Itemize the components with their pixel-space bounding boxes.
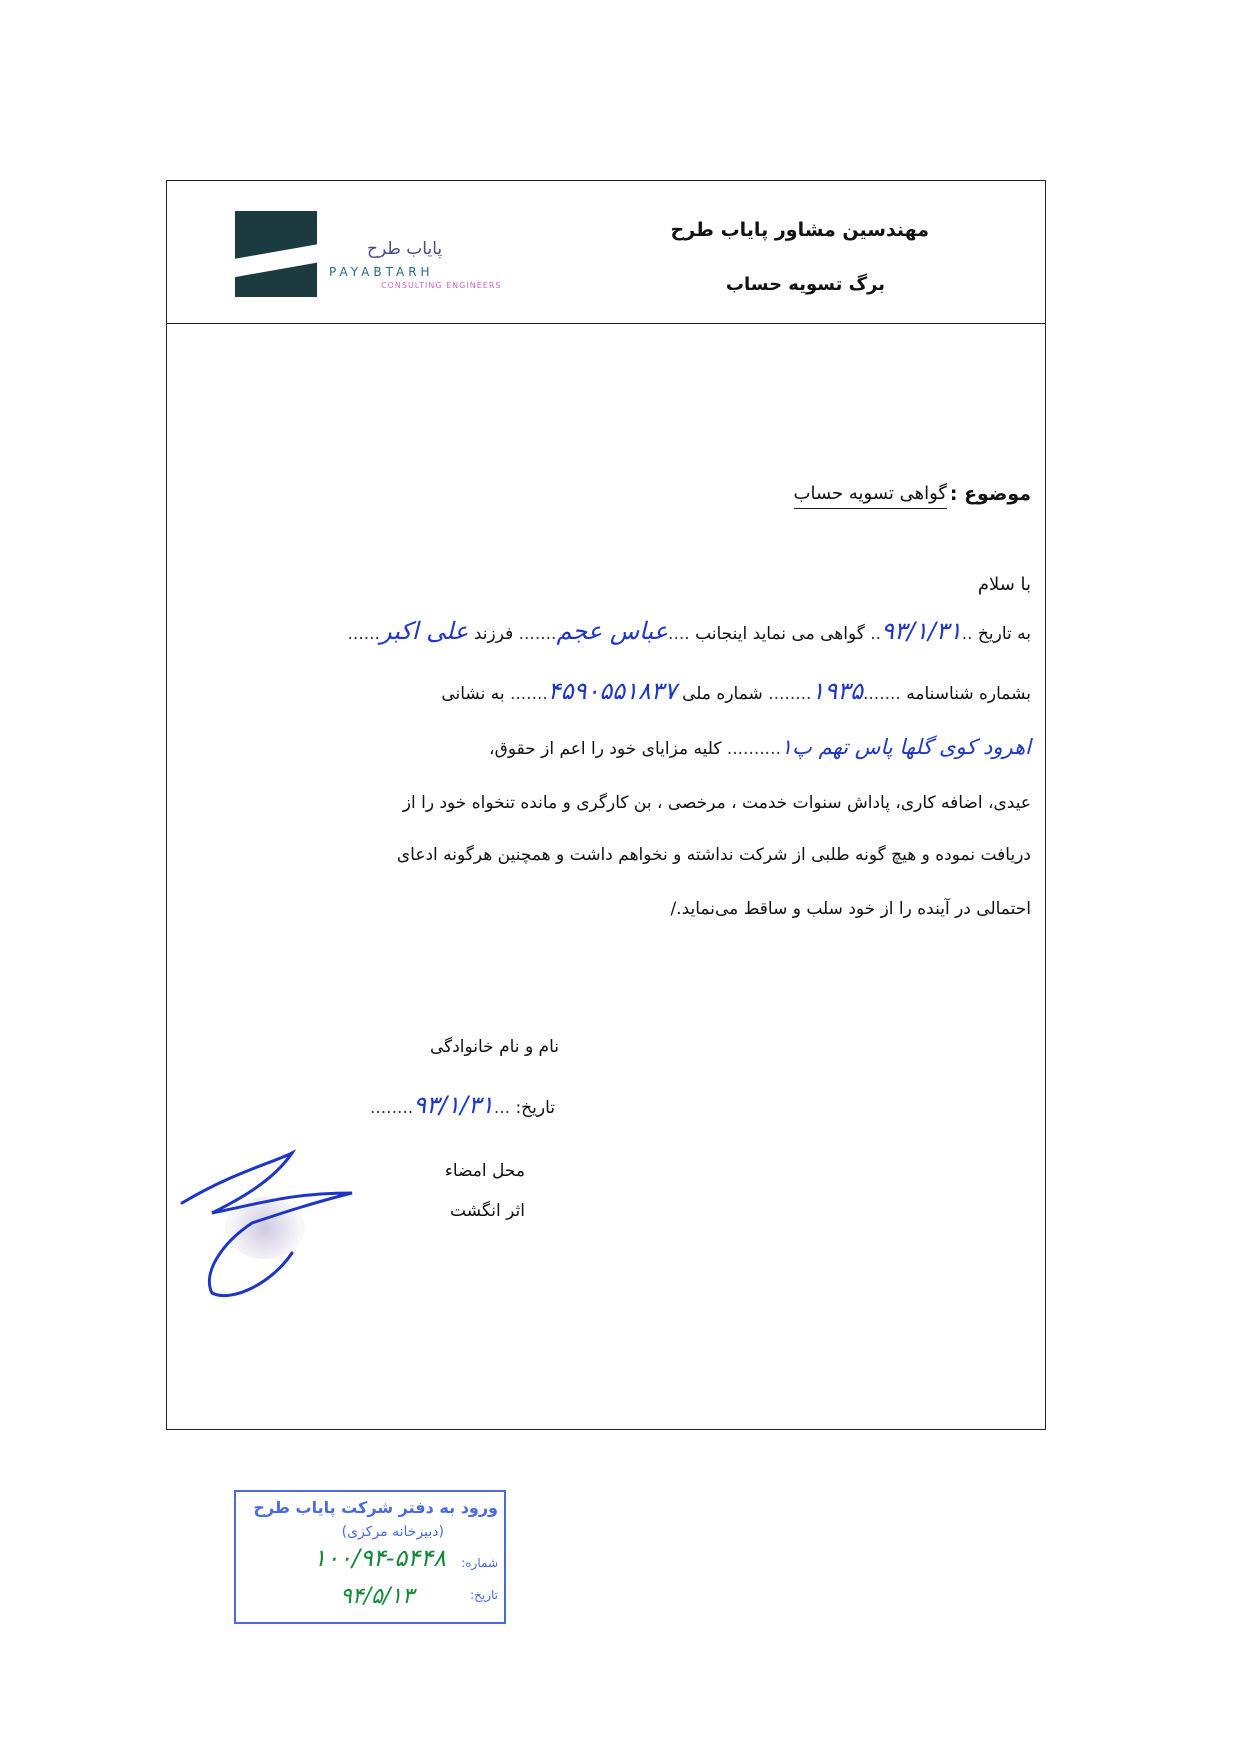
handwritten-id-number: ۱۹۳۵: [811, 677, 863, 705]
stamp-date-label: تاریخ:: [470, 1588, 498, 1602]
registration-stamp: [234, 1490, 506, 1624]
stamp-title: ورود به دفتر شرکت پایاب طرح: [253, 1498, 498, 1517]
signature-scribble-icon: [172, 1133, 412, 1313]
body-line-3: اهرود کوی گلها پاس تهم پ۱.......... کلیه مزایای خود را اعم از حقوق،: [489, 735, 1031, 759]
stamp-number-value: ۱۰۰/۹۴-۵۴۴۸: [313, 1544, 446, 1572]
fingerprint-label: اثر انگشت: [450, 1201, 525, 1221]
body-line-2: بشماره شناسنامه .......۱۹۳۵........ شماره ملی ۴۵۹۰۵۵۱۸۳۷....... به نشانی: [441, 677, 1031, 705]
text-segment: شماره ملی: [682, 684, 763, 704]
handwritten-father-name: علی اکبر: [379, 617, 469, 645]
salutation: با سلام: [977, 574, 1031, 595]
stamp-number-label: شماره:: [461, 1556, 498, 1570]
form-title: برگ تسویه حساب: [725, 274, 885, 295]
body-line-5: دریافت نموده و هیچ گونه طلبی از شرکت نداشته و نخواهم داشت و همچنین هرگونه ادعای: [396, 845, 1031, 865]
logo-persian-text: پایاب طرح: [367, 239, 443, 259]
body-line-1: به تاریخ ..۹۳/۱/۳۱.. گواهی می نماید اینجانب ....عباس عجم....... فرزند علی اکبر......: [347, 617, 1031, 645]
handwritten-address: اهرود کوی گلها پاس تهم پ۱: [780, 735, 1031, 759]
logo-subtitle: CONSULTING ENGINEERS: [381, 281, 502, 290]
text-segment: به نشانی: [441, 684, 505, 704]
signature-date-row: تاریخ: ...۹۳/۱/۳۱........: [369, 1091, 555, 1119]
handwritten-signature-date: ۹۳/۱/۳۱: [413, 1091, 494, 1119]
subject-text: گواهی تسویه حساب: [794, 483, 947, 509]
text-segment: کلیه مزایای خود را اعم از حقوق،: [489, 739, 722, 759]
text-segment: فرزند: [473, 624, 514, 644]
body-line-6: احتمالی در آینده را از خود سلب و ساقط می‌نماید./: [670, 899, 1031, 919]
logo-english-text: PAYABTARH: [329, 265, 434, 279]
body-line-4: عیدی، اضافه کاری، پاداش سنوات خدمت ، مرخصی ، بن کارگری و مانده تنخواه خود را از: [402, 793, 1031, 813]
company-name: مهندسین مشاور پایاب طرح: [670, 219, 929, 241]
form-frame: [166, 180, 1046, 1430]
signature-place-label: محل امضاء: [444, 1161, 525, 1181]
date-label: تاریخ:: [515, 1098, 555, 1118]
stamp-date-value: ۹۴/۵/۱۳: [340, 1584, 414, 1609]
payabtarh-logo-icon: [235, 211, 317, 297]
handwritten-date: ۹۳/۱/۳۱: [881, 617, 962, 645]
text-segment: به تاریخ: [977, 624, 1031, 644]
handwritten-name: عباس عجم: [556, 617, 669, 645]
name-label: نام و نام خانوادگی: [429, 1037, 559, 1057]
text-segment: گواهی می نماید اینجانب: [695, 624, 865, 644]
form-header: [167, 181, 1045, 324]
subject-label: موضوع :: [949, 483, 1031, 505]
text-segment: بشماره شناسنامه: [906, 684, 1031, 704]
handwritten-national-id: ۴۵۹۰۵۵۱۸۳۷: [547, 677, 677, 705]
stamp-subtitle: (دبیرخانه مرکزی): [341, 1524, 444, 1540]
